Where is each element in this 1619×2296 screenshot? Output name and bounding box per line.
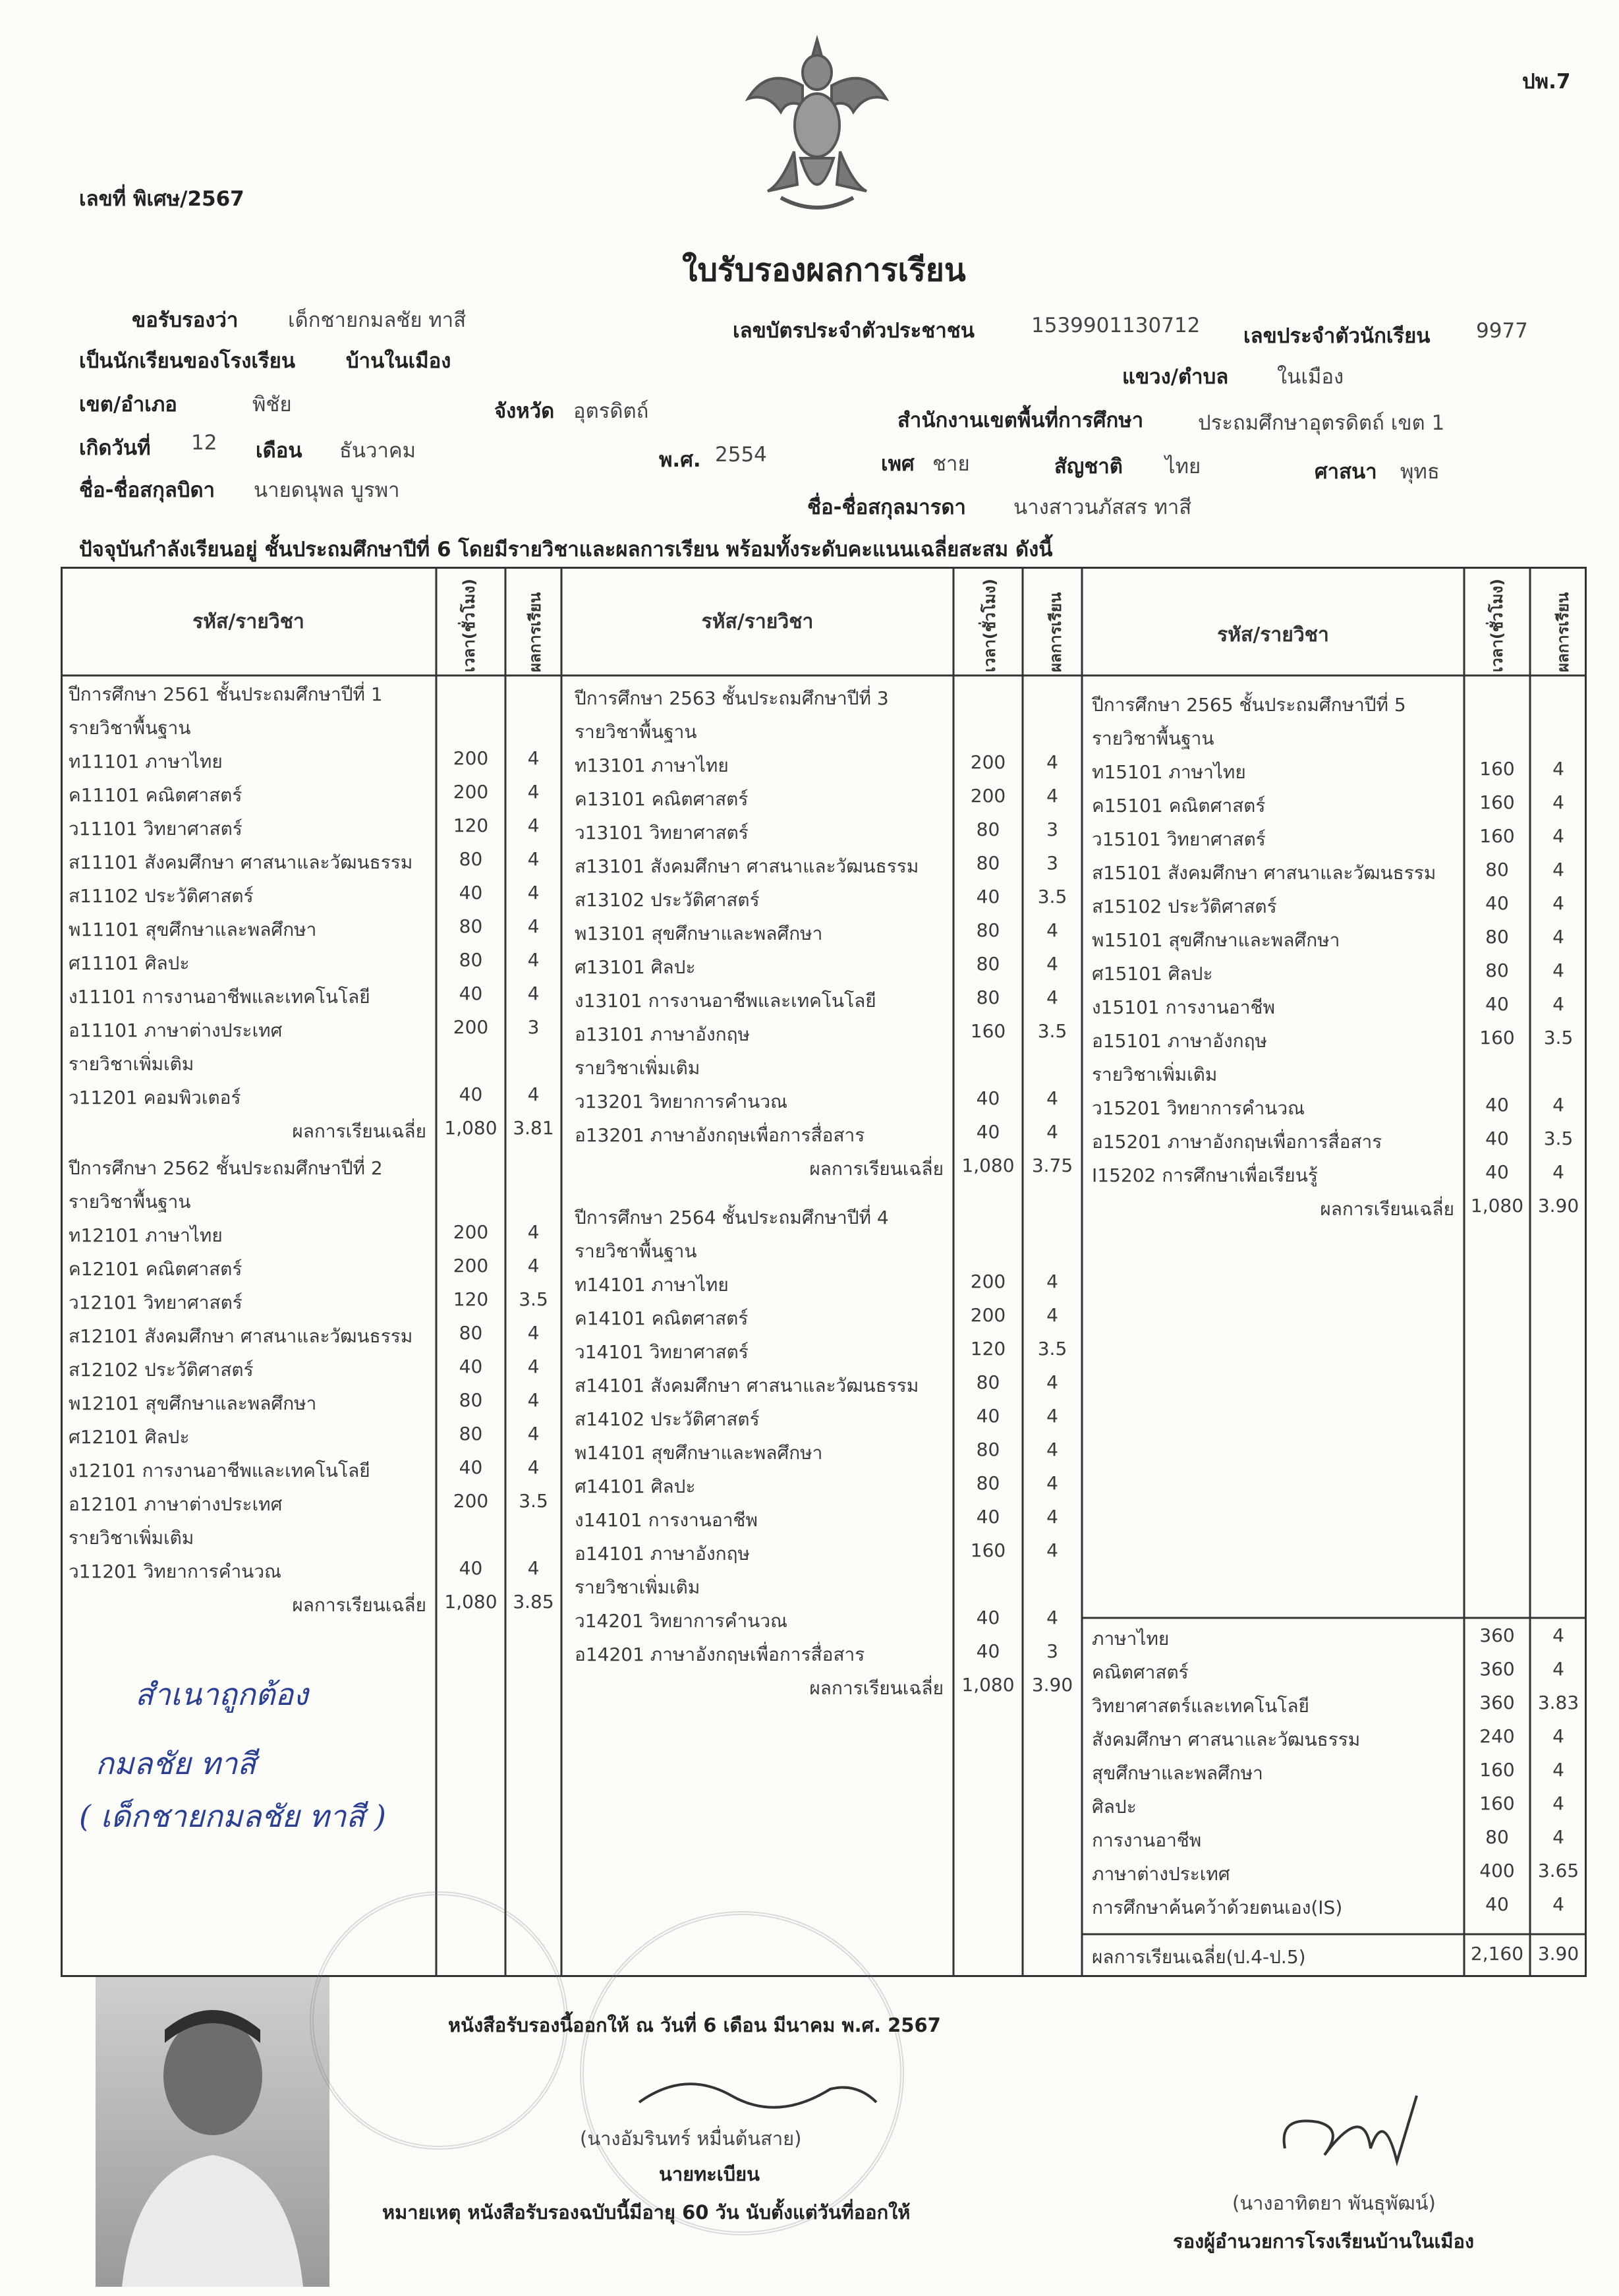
grade-cell: 4 <box>527 949 540 971</box>
student-no-label: เลขประจำตัวนักเรียน <box>1243 324 1431 348</box>
average-hours: 1,080 <box>1470 1195 1524 1217</box>
grade-cell: 4 <box>1552 1161 1564 1183</box>
summary-grade: 4 <box>1552 1793 1564 1814</box>
summary-subject: การศึกษาค้นคว้าด้วยตนเอง(IS) <box>1092 1897 1343 1918</box>
subject-cell: พ12101 สุขศึกษาและพลศึกษา <box>69 1392 317 1414</box>
subject-cell: ปีการศึกษา 2561 ชั้นประถมศึกษาปีที่ 1 <box>69 683 383 705</box>
grade-cell: 4 <box>527 1389 540 1411</box>
sex: ชาย <box>932 452 970 476</box>
hours-cell: 80 <box>976 818 1000 840</box>
province: อุตรดิตถ์ <box>573 399 649 423</box>
grade-cell: 4 <box>527 1356 540 1377</box>
hours-cell: 40 <box>459 882 483 904</box>
subject-cell: รายวิชาเพิ่มเติม <box>1092 1064 1218 1085</box>
subject-cell: อ15101 ภาษาอังกฤษ <box>1092 1030 1267 1052</box>
grade-cell: 3.5 <box>519 1288 548 1310</box>
hours-cell: 80 <box>976 987 1000 1008</box>
hours-cell: 80 <box>976 852 1000 874</box>
grade-cell: 4 <box>1046 1271 1058 1292</box>
subject-cell: รายวิชาเพิ่มเติม <box>69 1053 194 1075</box>
subject-cell: ปีการศึกษา 2565 ชั้นประถมศึกษาปีที่ 5 <box>1092 694 1406 716</box>
summary-hours: 160 <box>1479 1759 1515 1781</box>
hours-cell: 80 <box>1485 926 1509 948</box>
sex-label: เพศ <box>881 452 915 476</box>
subject-cell: พ15101 สุขศึกษาและพลศึกษา <box>1092 929 1340 951</box>
hours-cell: 80 <box>459 848 483 870</box>
registrar-name: (นางอัมรินทร์ หมื่นต้นสาย) <box>580 2127 802 2150</box>
hours-cell: 40 <box>459 1456 483 1478</box>
handwritten-name: ( เด็กชายกมลชัย ทาสี ) <box>79 1798 386 1834</box>
header-grade-1: ผลการเรียน <box>526 592 544 672</box>
header-subject-3: รหัส/รายวิชา <box>1217 623 1329 646</box>
subject-cell: รายวิชาพื้นฐาน <box>69 717 191 739</box>
area-label: สำนักงานเขตพื้นที่การศึกษา <box>897 409 1144 432</box>
hours-cell: 200 <box>453 1221 489 1243</box>
hours-cell: 40 <box>976 1121 1000 1143</box>
birth-day-label: เกิดวันที่ <box>79 436 151 460</box>
hours-cell: 40 <box>976 1640 1000 1662</box>
grade-cell: 4 <box>527 848 540 870</box>
summary-grade: 4 <box>1552 1893 1564 1915</box>
grade-cell: 4 <box>1046 1304 1058 1326</box>
subject-cell: ง15101 การงานอาชีพ <box>1092 996 1275 1018</box>
school-name: บ้านในเมือง <box>346 349 451 373</box>
grade-cell: 4 <box>527 781 540 803</box>
hours-cell: 40 <box>459 983 483 1004</box>
summary-hours: 360 <box>1479 1624 1515 1646</box>
subject-cell: ท13101 ภาษาไทย <box>575 755 729 776</box>
subject-cell: ว15101 วิทยาศาสตร์ <box>1092 828 1266 850</box>
subject-cell: รายวิชาเพิ่มเติม <box>575 1576 700 1598</box>
subject-cell: พ14101 สุขศึกษาและพลศึกษา <box>575 1442 823 1464</box>
hours-cell: 200 <box>453 781 489 803</box>
hours-cell: 160 <box>1479 1027 1515 1048</box>
subject-cell: ส13101 สังคมศึกษา ศาสนาและวัฒนธรรม <box>575 855 919 877</box>
hours-cell: 200 <box>453 1255 489 1277</box>
average-label: ผลการเรียนเฉลี่ย <box>809 1677 944 1699</box>
father-name: นายดนุพล บูรพา <box>254 478 400 502</box>
subdistrict: ในเมือง <box>1277 365 1344 389</box>
average-label: ผลการเรียนเฉลี่ย <box>1320 1198 1454 1220</box>
subject-cell: ว13201 วิทยาการคำนวณ <box>575 1091 788 1112</box>
grade-cell: 3.5 <box>1543 1128 1574 1149</box>
hours-cell: 80 <box>459 949 483 971</box>
grade-cell: 4 <box>1046 1439 1058 1460</box>
student-portrait-icon <box>96 1977 329 2287</box>
grade-cell: 3 <box>1046 852 1058 874</box>
hours-cell: 80 <box>976 1439 1000 1460</box>
header-grade-3: ผลการเรียน <box>1554 592 1572 672</box>
hours-cell: 160 <box>1479 758 1515 780</box>
certify-label: ขอรับรองว่า <box>132 308 239 332</box>
grade-cell: 4 <box>527 1221 540 1243</box>
student-photo <box>96 1977 329 2287</box>
subject-cell: ส15101 สังคมศึกษา ศาสนาและวัฒนธรรม <box>1092 862 1436 884</box>
grade-cell: 4 <box>527 882 540 904</box>
subject-cell: ง14101 การงานอาชีพ <box>575 1509 758 1531</box>
subject-cell: ท11101 ภาษาไทย <box>69 751 223 772</box>
garuda-emblem-icon <box>741 26 893 217</box>
subject-cell: ค11101 คณิตศาสตร์ <box>69 784 242 806</box>
subject-cell: ค13101 คณิตศาสตร์ <box>575 788 749 810</box>
subject-cell: ส12102 ประวัติศาสตร์ <box>69 1359 254 1381</box>
subject-cell: ว11201 คอมพิวเตอร์ <box>69 1087 241 1108</box>
grades-table <box>61 567 1587 1977</box>
hours-cell: 120 <box>453 1288 489 1310</box>
summary-subject: วิทยาศาสตร์และเทคโนโลยี <box>1092 1695 1309 1717</box>
summary-hours: 40 <box>1485 1893 1509 1915</box>
district: พิชัย <box>252 393 292 416</box>
average-label: ผลการเรียนเฉลี่ย <box>292 1120 426 1142</box>
hours-cell: 40 <box>1485 892 1509 914</box>
average-grade: 3.85 <box>513 1591 554 1613</box>
summary-hours: 80 <box>1485 1826 1509 1848</box>
summary-subject: คณิตศาสตร์ <box>1092 1661 1189 1683</box>
hours-cell: 80 <box>1485 960 1509 981</box>
grade-cell: 4 <box>1046 987 1058 1008</box>
subject-cell: รายวิชาพื้นฐาน <box>69 1191 191 1213</box>
hours-cell: 120 <box>453 815 489 836</box>
summary-subject: สังคมศึกษา ศาสนาและวัฒนธรรม <box>1092 1729 1361 1750</box>
summary-grade: 3.65 <box>1537 1860 1579 1881</box>
subject-cell: ส11101 สังคมศึกษา ศาสนาและวัฒนธรรม <box>69 851 413 873</box>
subject-cell: ว14201 วิทยาการคำนวณ <box>575 1610 788 1632</box>
average-grade: 3.75 <box>1031 1155 1073 1176</box>
subject-cell: ปีการศึกษา 2562 ชั้นประถมศึกษาปีที่ 2 <box>69 1157 383 1179</box>
grade-cell: 4 <box>1046 1539 1058 1561</box>
hours-cell: 40 <box>976 886 1000 907</box>
subject-cell: ศ13101 ศิลปะ <box>575 956 696 978</box>
subject-cell: รายวิชาเพิ่มเติม <box>69 1527 194 1549</box>
subject-cell: ศ15101 ศิลปะ <box>1092 963 1213 985</box>
header-hours-2: เวลา(ชั่วโมง) <box>980 579 999 672</box>
grade-cell: 4 <box>527 1423 540 1445</box>
document-title: ใบรับรองผลการเรียน <box>682 252 966 289</box>
grade-cell: 4 <box>1552 960 1564 981</box>
grade-cell: 4 <box>527 915 540 937</box>
grade-cell: 4 <box>527 747 540 769</box>
hours-cell: 80 <box>976 1472 1000 1494</box>
hours-cell: 40 <box>1485 1128 1509 1149</box>
religion: พุทธ <box>1400 460 1440 484</box>
average-label: ผลการเรียนเฉลี่ย <box>809 1158 944 1180</box>
subject-cell: ว11101 วิทยาศาสตร์ <box>69 818 242 840</box>
grade-cell: 4 <box>527 1255 540 1277</box>
deputy-name: (นางอาทิตยา พันธุพัฒน์) <box>1232 2192 1436 2214</box>
subject-cell: I15202 การศึกษาเพื่อเรียนรู้ <box>1092 1164 1318 1186</box>
subject-cell: ส15102 ประวัติศาสตร์ <box>1092 896 1277 917</box>
average-hours: 1,080 <box>444 1591 497 1613</box>
grade-cell: 4 <box>527 1322 540 1344</box>
hours-cell: 40 <box>1485 1161 1509 1183</box>
grade-cell: 3.5 <box>1543 1027 1574 1048</box>
grade-cell: 3.5 <box>1037 1020 1067 1042</box>
subject-cell: ศ12101 ศิลปะ <box>69 1426 190 1448</box>
hours-cell: 200 <box>453 1490 489 1512</box>
subject-cell: ง12101 การงานอาชีพและเทคโนโลยี <box>69 1460 370 1481</box>
hours-cell: 40 <box>1485 1094 1509 1116</box>
nationality: ไทย <box>1165 455 1201 478</box>
hours-cell: 160 <box>970 1020 1006 1042</box>
grade-cell: 3.5 <box>1037 1338 1067 1360</box>
grade-cell: 4 <box>1046 1371 1058 1393</box>
grade-cell: 4 <box>527 1557 540 1579</box>
summary-subject: ศิลปะ <box>1092 1796 1137 1818</box>
hours-cell: 200 <box>970 1271 1006 1292</box>
grade-cell: 3 <box>1046 1640 1058 1662</box>
area: ประถมศึกษาอุตรดิตถ์ เขต 1 <box>1198 411 1445 435</box>
grade-cell: 3.5 <box>1037 886 1067 907</box>
table-grid-lines <box>61 567 1587 1977</box>
id-card-number: 1539901130712 <box>1031 314 1201 337</box>
student-name: เด็กชายกมลชัย ทาสี <box>288 308 467 332</box>
summary-grade: 4 <box>1552 1759 1564 1781</box>
average-hours: 1,080 <box>961 1674 1015 1696</box>
subject-cell: รายวิชาพื้นฐาน <box>575 1240 697 1262</box>
grade-cell: 3.5 <box>519 1490 548 1512</box>
summary-grade: 4 <box>1552 1826 1564 1848</box>
issued-statement: หนังสือรับรองนี้ออกให้ ณ วันที่ 6 เดือน มีนาคม พ.ศ. 2567 <box>448 2014 941 2036</box>
hours-cell: 160 <box>970 1539 1006 1561</box>
grade-cell: 4 <box>1552 859 1564 880</box>
subject-cell: ว13101 วิทยาศาสตร์ <box>575 822 749 844</box>
summary-subject: การงานอาชีพ <box>1092 1829 1202 1851</box>
summary-subject: สุขศึกษาและพลศึกษา <box>1092 1762 1263 1784</box>
registrar-title: นายทะเบียน <box>659 2163 760 2185</box>
birth-day: 12 <box>191 431 217 455</box>
header-subject-1: รหัส/รายวิชา <box>192 610 304 633</box>
grade-cell: 4 <box>1046 1121 1058 1143</box>
grade-cell: 4 <box>527 1083 540 1105</box>
birth-month-label: เดือน <box>256 439 302 463</box>
father-label: ชื่อ-ชื่อสกุลบิดา <box>79 478 215 502</box>
average-hours: 1,080 <box>961 1155 1015 1176</box>
hours-cell: 160 <box>1479 825 1515 847</box>
hours-cell: 80 <box>459 1423 483 1445</box>
subject-cell: ส14101 สังคมศึกษา ศาสนาและวัฒนธรรม <box>575 1375 919 1396</box>
hours-cell: 200 <box>453 747 489 769</box>
grade-cell: 3 <box>527 1016 540 1038</box>
subject-cell: ปีการศึกษา 2564 ชั้นประถมศึกษาปีที่ 4 <box>575 1207 889 1228</box>
summary-grade: 3.83 <box>1537 1692 1579 1713</box>
subject-cell: ศ11101 ศิลปะ <box>69 952 190 974</box>
summary-grade: 4 <box>1552 1658 1564 1680</box>
summary-hours: 360 <box>1479 1658 1515 1680</box>
subject-cell: รายวิชาพื้นฐาน <box>575 721 697 743</box>
summary-hours: 240 <box>1479 1725 1515 1747</box>
subject-cell: ศ14101 ศิลปะ <box>575 1476 696 1497</box>
grade-cell: 4 <box>1046 953 1058 975</box>
subject-cell: ง13101 การงานอาชีพและเทคโนโลยี <box>575 990 876 1012</box>
subject-cell: ท14101 ภาษาไทย <box>575 1274 729 1296</box>
subject-cell: ค14101 คณิตศาสตร์ <box>575 1307 749 1329</box>
registrar-signature <box>633 2063 883 2122</box>
subject-cell: อ14201 ภาษาอังกฤษเพื่อการสื่อสาร <box>575 1644 865 1665</box>
grade-cell: 4 <box>1552 758 1564 780</box>
subject-cell: ท12101 ภาษาไทย <box>69 1224 223 1246</box>
hours-cell: 80 <box>459 1389 483 1411</box>
mother-label: ชื่อ-ชื่อสกุลมารดา <box>807 496 966 519</box>
id-card-label: เลขบัตรประจำตัวประชาชน <box>733 319 975 343</box>
grade-cell: 4 <box>1046 1607 1058 1628</box>
summary-grade: 4 <box>1552 1624 1564 1646</box>
grade-cell: 4 <box>527 983 540 1004</box>
hours-cell: 40 <box>976 1087 1000 1109</box>
subject-cell: ง11101 การงานอาชีพและเทคโนโลยี <box>69 986 370 1008</box>
grade-cell: 4 <box>1046 1506 1058 1528</box>
province-label: จังหวัด <box>494 399 555 423</box>
hours-cell: 40 <box>976 1405 1000 1427</box>
deputy-signature <box>1265 2089 1436 2175</box>
average-grade: 3.90 <box>1537 1195 1579 1217</box>
hours-cell: 160 <box>1479 791 1515 813</box>
subject-cell: อ13201 ภาษาอังกฤษเพื่อการสื่อสาร <box>575 1124 865 1146</box>
hours-cell: 120 <box>970 1338 1006 1360</box>
subject-cell: พ13101 สุขศึกษาและพลศึกษา <box>575 923 823 944</box>
hours-cell: 80 <box>976 919 1000 941</box>
grade-cell: 4 <box>1552 993 1564 1015</box>
header-subject-2: รหัส/รายวิชา <box>701 610 814 633</box>
summary-hours: 400 <box>1479 1860 1515 1881</box>
average-grade: 3.81 <box>513 1117 554 1139</box>
subject-cell: อ15201 ภาษาอังกฤษเพื่อการสื่อสาร <box>1092 1131 1382 1153</box>
hours-cell: 80 <box>459 915 483 937</box>
hours-cell: 200 <box>970 785 1006 807</box>
subject-cell: ส14102 ประวัติศาสตร์ <box>575 1408 760 1430</box>
subject-cell: ค15101 คณิตศาสตร์ <box>1092 795 1266 817</box>
header-hours-1: เวลา(ชั่วโมง) <box>460 579 478 672</box>
grade-cell: 4 <box>1046 1472 1058 1494</box>
birth-year-label: พ.ศ. <box>659 448 701 472</box>
hours-cell: 40 <box>459 1557 483 1579</box>
handwritten-certified: สำเนาถูกต้อง <box>135 1677 308 1712</box>
subject-cell: อ13101 ภาษาอังกฤษ <box>575 1023 750 1045</box>
grade-cell: 4 <box>1046 1405 1058 1427</box>
student-no: 9977 <box>1476 319 1528 343</box>
summary-total-label: ผลการเรียนเฉลี่ย(ป.4-ป.5) <box>1092 1946 1306 1968</box>
grade-cell: 4 <box>1552 926 1564 948</box>
subject-cell: ส11102 ประวัติศาสตร์ <box>69 885 254 907</box>
summary-hours: 160 <box>1479 1793 1515 1814</box>
subject-cell: รายวิชาเพิ่มเติม <box>575 1057 700 1079</box>
hours-cell: 80 <box>1485 859 1509 880</box>
subject-cell: อ12101 ภาษาต่างประเทศ <box>69 1493 283 1515</box>
hours-cell: 40 <box>976 1506 1000 1528</box>
summary-total-grade: 3.90 <box>1537 1943 1579 1965</box>
grade-cell: 4 <box>1552 791 1564 813</box>
summary-grade: 4 <box>1552 1725 1564 1747</box>
grade-cell: 4 <box>1046 751 1058 773</box>
grade-cell: 4 <box>1046 919 1058 941</box>
district-label: เขต/อำเภอ <box>79 393 177 416</box>
hours-cell: 80 <box>976 953 1000 975</box>
subdistrict-label: แขวง/ตำบล <box>1122 365 1229 389</box>
grade-cell: 4 <box>1046 1087 1058 1109</box>
average-label: ผลการเรียนเฉลี่ย <box>292 1594 426 1616</box>
birth-month: ธันวาคม <box>339 439 416 463</box>
subject-cell: ว11201 วิทยาการคำนวณ <box>69 1561 282 1582</box>
summary-subject: ภาษาต่างประเทศ <box>1092 1863 1230 1885</box>
grade-cell: 4 <box>1552 825 1564 847</box>
mother-name: นางสาวนภัสสร ทาสี <box>1013 496 1192 519</box>
birth-year: 2554 <box>715 443 767 467</box>
subject-cell: ว14101 วิทยาศาสตร์ <box>575 1341 749 1363</box>
subject-cell: ว12101 วิทยาศาสตร์ <box>69 1292 242 1313</box>
subject-cell: ส13102 ประวัติศาสตร์ <box>575 889 760 911</box>
subject-cell: ว15201 วิทยาการคำนวณ <box>1092 1097 1305 1119</box>
hours-cell: 200 <box>970 1304 1006 1326</box>
hours-cell: 40 <box>976 1607 1000 1628</box>
form-code: ปพ.7 <box>1522 70 1571 94</box>
header-hours-3: เวลา(ชั่วโมง) <box>1488 579 1506 672</box>
handwritten-signature: กมลชัย ทาสี <box>96 1746 256 1781</box>
hours-cell: 80 <box>976 1371 1000 1393</box>
deputy-title: รองผู้อำนวยการโรงเรียนบ้านในเมือง <box>1173 2230 1475 2253</box>
grade-cell: 4 <box>1552 1094 1564 1116</box>
header-grade-2: ผลการเรียน <box>1046 592 1065 672</box>
nationality-label: สัญชาติ <box>1054 455 1123 478</box>
subject-cell: ท15101 ภาษาไทย <box>1092 761 1246 783</box>
hours-cell: 40 <box>459 1356 483 1377</box>
summary-total-hours: 2,160 <box>1470 1943 1524 1965</box>
validity-note: หมายเหตุ หนังสือรับรองฉบับนี้มีอายุ 60 วัน นับตั้งแต่วันที่ออกให้ <box>382 2201 911 2224</box>
hours-cell: 80 <box>459 1322 483 1344</box>
current-status: ปัจจุบันกำลังเรียนอยู่ ชั้นประถมศึกษาปีที่ 6 โดยมีรายวิชาและผลการเรียน พร้อมทั้งระดับคะแนนเฉลี่ยสะสม ดังนี้ <box>79 538 1053 561</box>
hours-cell: 40 <box>459 1083 483 1105</box>
average-grade: 3.90 <box>1031 1674 1073 1696</box>
subject-cell: ส12101 สังคมศึกษา ศาสนาและวัฒนธรรม <box>69 1325 413 1347</box>
hours-cell: 200 <box>453 1016 489 1038</box>
grade-cell: 4 <box>527 815 540 836</box>
summary-subject: ภาษาไทย <box>1092 1628 1170 1650</box>
hours-cell: 200 <box>970 751 1006 773</box>
subject-cell: ปีการศึกษา 2563 ชั้นประถมศึกษาปีที่ 3 <box>575 687 889 709</box>
grade-cell: 4 <box>1552 892 1564 914</box>
average-hours: 1,080 <box>444 1117 497 1139</box>
subject-cell: พ11101 สุขศึกษาและพลศึกษา <box>69 919 317 940</box>
subject-cell: รายวิชาพื้นฐาน <box>1092 728 1214 749</box>
subject-cell: อ11101 ภาษาต่างประเทศ <box>69 1019 283 1041</box>
summary-hours: 360 <box>1479 1692 1515 1713</box>
hours-cell: 40 <box>1485 993 1509 1015</box>
grade-cell: 4 <box>527 1456 540 1478</box>
religion-label: ศาสนา <box>1315 460 1377 484</box>
grade-cell: 4 <box>1046 785 1058 807</box>
subject-cell: อ14101 ภาษาอังกฤษ <box>575 1543 750 1564</box>
grade-cell: 3 <box>1046 818 1058 840</box>
school-label: เป็นนักเรียนของโรงเรียน <box>79 349 296 373</box>
doc-number: เลขที่ พิเศษ/2567 <box>79 187 244 211</box>
subject-cell: ค12101 คณิตศาสตร์ <box>69 1258 242 1280</box>
